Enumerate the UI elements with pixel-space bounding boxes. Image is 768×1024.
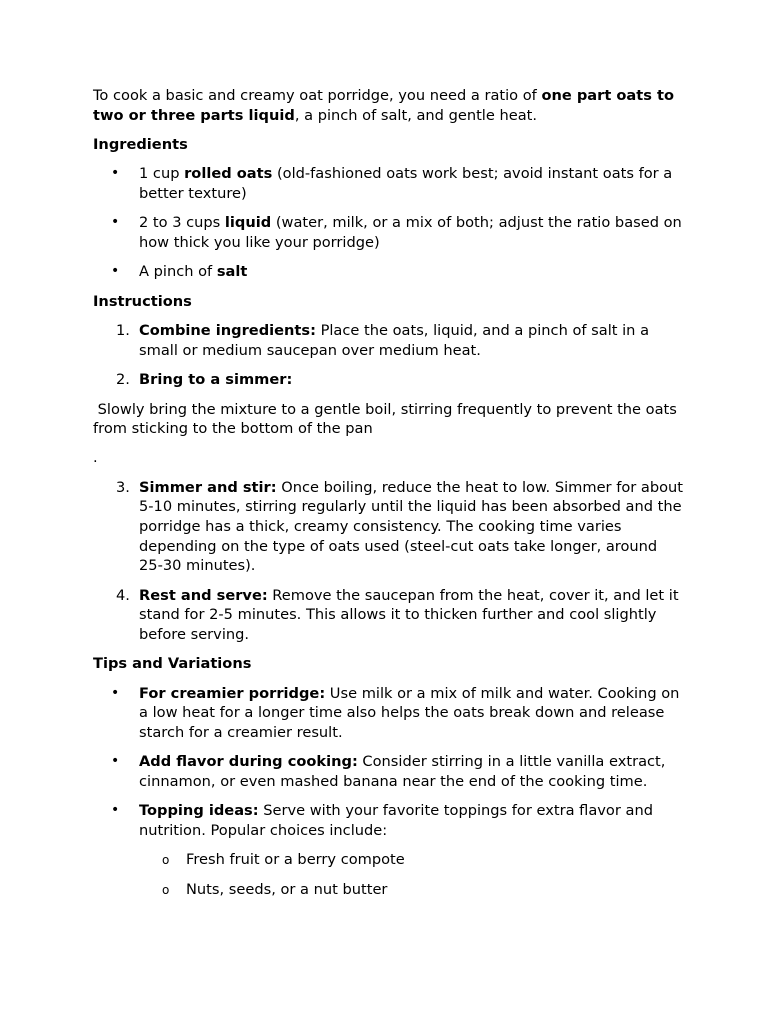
intro-tail: , a pinch of salt, and gentle heat. — [294, 106, 538, 124]
list-item — [93, 880, 683, 900]
item-text: (old-fashioned oats work best; avoid instant oats for a better texture) — [139, 165, 673, 202]
list-item — [93, 262, 683, 282]
instructions-list-continued — [93, 478, 683, 645]
step-title: Bring to a simmer: — [139, 371, 293, 389]
item-bold: rolled oats — [184, 165, 273, 183]
step-number: 3. — [116, 478, 130, 496]
step-text: Once boiling, reduce the heat to low. Simmer for about 5-10 minutes, stirring regularly until the liquid has been absorbed and the porridge has a thick, creamy consistency. The cooking time varies depending on the type of oats used (steel-cut oats take longer, around 25-30 minutes). — [139, 478, 684, 575]
tip-text: Use milk or a mix of milk and water. Cooking on a low heat for a longer time also helps the oats break down and release starch for a creamier result. — [139, 684, 680, 741]
step-title: Combine ingredients: — [139, 322, 316, 340]
tip-text: Serve with your favorite toppings for extra flavor and nutrition. Popular choices include: — [139, 802, 653, 839]
stray-period: . — [93, 449, 98, 467]
step-title: Simmer and stir: — [139, 478, 277, 496]
list-item — [93, 213, 683, 252]
step-number: 2. — [116, 371, 130, 389]
step-text: Place the oats, liquid, and a pinch of salt in a small or medium saucepan over medium heat. — [139, 322, 650, 359]
list-item — [93, 586, 683, 645]
bullet-marker: • — [111, 263, 120, 280]
list-item — [93, 321, 683, 360]
tips-heading: Tips and Variations — [93, 655, 252, 673]
list-item — [93, 370, 683, 390]
topping-sublist — [93, 850, 683, 899]
list-item — [93, 752, 683, 791]
step-text: Remove the saucepan from the heat, cover it, and let it stand for 2-5 minutes. This allows it to thicken further and cool slightly before serving. — [139, 586, 679, 643]
tip-title: Topping ideas: — [139, 802, 259, 820]
intro-ratio: one part oats to two or three parts liquid — [93, 87, 674, 124]
item-text: (water, milk, or a mix of both; adjust the ratio based on how thick you like your porridge) — [139, 214, 682, 251]
instructions-heading: Instructions — [93, 292, 192, 310]
sub-bullet-marker: o — [162, 853, 170, 868]
sub-item-text: Nuts, seeds, or a nut butter — [186, 880, 388, 898]
bullet-marker: • — [111, 684, 120, 701]
step-title: Rest and serve: — [139, 586, 268, 604]
step-number: 4. — [116, 586, 130, 604]
bullet-marker: • — [111, 802, 120, 819]
sub-bullet-marker: o — [162, 882, 170, 897]
tip-title: For creamier porridge: — [139, 684, 326, 702]
intro-lead: To cook a basic and creamy oat porridge, you need a ratio of — [93, 87, 542, 104]
item-bold: salt — [216, 263, 248, 281]
list-item — [93, 684, 683, 743]
step-number: 1. — [116, 322, 130, 340]
bullet-marker: • — [111, 165, 120, 182]
tips-list — [93, 684, 683, 841]
list-item — [93, 801, 683, 840]
tip-text: Consider stirring in a little vanilla extract, cinnamon, or even mashed banana near the end of the cooking time. — [139, 753, 666, 790]
tip-title: Add flavor during cooking: — [139, 753, 358, 771]
ingredients-heading: Ingredients — [93, 135, 188, 153]
document-page — [93, 86, 683, 909]
list-item — [93, 850, 683, 870]
sub-item-text: Fresh fruit or a berry compote — [186, 851, 405, 869]
item-text: 2 to 3 cups — [139, 214, 225, 232]
item-text: A pinch of — [139, 263, 217, 281]
simmer-note: Slowly bring the mixture to a gentle boil, stirring frequently to prevent the oats from sticking to the bottom of the pan — [93, 400, 682, 438]
intro-paragraph — [93, 86, 683, 125]
instructions-list — [93, 321, 683, 390]
list-item — [93, 478, 683, 576]
bullet-marker: • — [111, 214, 120, 231]
item-bold: liquid — [224, 214, 272, 232]
ingredients-list — [93, 164, 683, 282]
list-item — [93, 164, 683, 203]
item-text: 1 cup — [139, 165, 185, 183]
bullet-marker: • — [111, 753, 120, 770]
